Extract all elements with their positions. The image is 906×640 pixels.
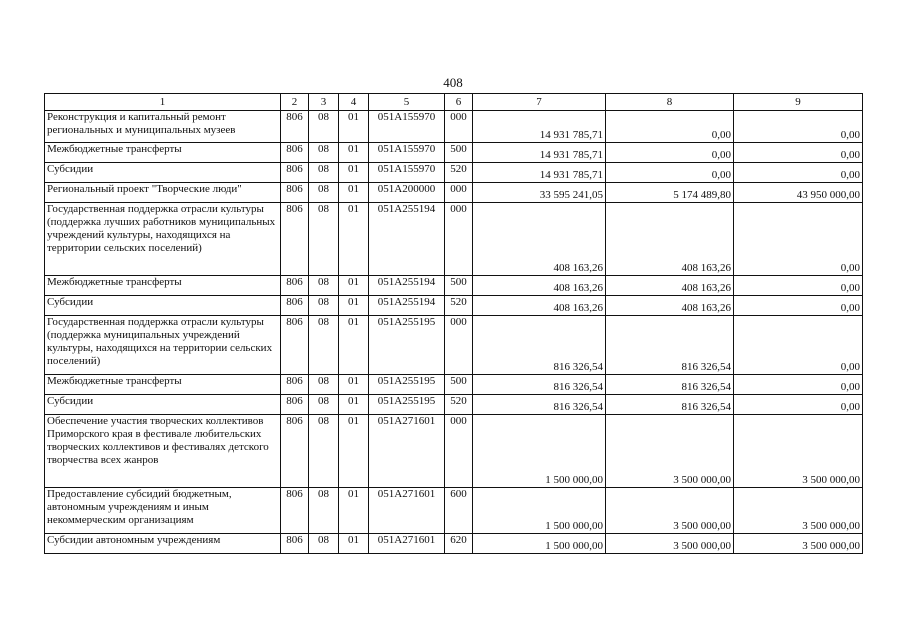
section-code: 08 — [309, 415, 339, 488]
column-header: 8 — [606, 94, 734, 111]
target-article-code: 051A155970 — [369, 143, 445, 163]
row-name: Субсидии — [45, 163, 281, 183]
amount-col7: 14 931 785,71 — [473, 111, 606, 143]
expense-type-code: 520 — [445, 395, 473, 415]
table-row — [45, 183, 863, 203]
subsection-code: 01 — [339, 395, 369, 415]
amount-col9: 3 500 000,00 — [734, 534, 863, 554]
row-name: Субсидии автономным учреждениям — [45, 534, 281, 554]
amount-col7: 408 163,26 — [473, 203, 606, 276]
subsection-code: 01 — [339, 375, 369, 395]
table-row — [45, 415, 863, 488]
amount-col7: 1 500 000,00 — [473, 415, 606, 488]
amount-col8: 5 174 489,80 — [606, 183, 734, 203]
target-article-code: 051A271601 — [369, 488, 445, 534]
expense-type-code: 500 — [445, 375, 473, 395]
row-name: Межбюджетные трансферты — [45, 276, 281, 296]
section-code: 08 — [309, 375, 339, 395]
table-row — [45, 203, 863, 276]
target-article-code: 051A155970 — [369, 111, 445, 143]
subsection-code: 01 — [339, 316, 369, 375]
row-name: Субсидии — [45, 395, 281, 415]
amount-col9: 0,00 — [734, 296, 863, 316]
expense-type-code: 600 — [445, 488, 473, 534]
amount-col8: 816 326,54 — [606, 395, 734, 415]
ministry-code: 806 — [281, 143, 309, 163]
amount-col9: 3 500 000,00 — [734, 415, 863, 488]
amount-col9: 0,00 — [734, 395, 863, 415]
amount-col8: 3 500 000,00 — [606, 488, 734, 534]
section-code: 08 — [309, 534, 339, 554]
table-row — [45, 111, 863, 143]
ministry-code: 806 — [281, 296, 309, 316]
amount-col7: 408 163,26 — [473, 276, 606, 296]
subsection-code: 01 — [339, 111, 369, 143]
amount-col8: 408 163,26 — [606, 296, 734, 316]
amount-col7: 816 326,54 — [473, 375, 606, 395]
target-article-code: 051A255194 — [369, 296, 445, 316]
table-row — [45, 276, 863, 296]
amount-col9: 43 950 000,00 — [734, 183, 863, 203]
expense-type-code: 000 — [445, 415, 473, 488]
section-code: 08 — [309, 183, 339, 203]
subsection-code: 01 — [339, 183, 369, 203]
target-article-code: 051A255195 — [369, 375, 445, 395]
ministry-code: 806 — [281, 534, 309, 554]
amount-col7: 408 163,26 — [473, 296, 606, 316]
amount-col8: 3 500 000,00 — [606, 415, 734, 488]
amount-col9: 0,00 — [734, 316, 863, 375]
budget-table — [44, 93, 863, 554]
ministry-code: 806 — [281, 183, 309, 203]
target-article-code: 051A271601 — [369, 415, 445, 488]
section-code: 08 — [309, 316, 339, 375]
amount-col8: 408 163,26 — [606, 203, 734, 276]
ministry-code: 806 — [281, 395, 309, 415]
row-name: Межбюджетные трансферты — [45, 375, 281, 395]
ministry-code: 806 — [281, 111, 309, 143]
expense-type-code: 500 — [445, 276, 473, 296]
expense-type-code: 520 — [445, 296, 473, 316]
subsection-code: 01 — [339, 163, 369, 183]
subsection-code: 01 — [339, 534, 369, 554]
section-code: 08 — [309, 203, 339, 276]
row-name: Межбюджетные трансферты — [45, 143, 281, 163]
row-name: Реконструкция и капитальный ремонт региональных и муниципальных музеев — [45, 111, 281, 143]
column-header: 1 — [45, 94, 281, 111]
target-article-code: 051A255195 — [369, 395, 445, 415]
target-article-code: 051A200000 — [369, 183, 445, 203]
target-article-code: 051A271601 — [369, 534, 445, 554]
subsection-code: 01 — [339, 415, 369, 488]
table-row — [45, 488, 863, 534]
column-header: 5 — [369, 94, 445, 111]
amount-col8: 408 163,26 — [606, 276, 734, 296]
row-name: Региональный проект "Творческие люди" — [45, 183, 281, 203]
ministry-code: 806 — [281, 488, 309, 534]
table-row — [45, 395, 863, 415]
amount-col7: 33 595 241,05 — [473, 183, 606, 203]
section-code: 08 — [309, 395, 339, 415]
amount-col7: 1 500 000,00 — [473, 488, 606, 534]
amount-col9: 0,00 — [734, 163, 863, 183]
table-header-row — [45, 94, 863, 111]
amount-col8: 816 326,54 — [606, 375, 734, 395]
ministry-code: 806 — [281, 415, 309, 488]
amount-col9: 0,00 — [734, 375, 863, 395]
amount-col9: 0,00 — [734, 276, 863, 296]
table-row — [45, 296, 863, 316]
amount-col9: 0,00 — [734, 111, 863, 143]
ministry-code: 806 — [281, 276, 309, 296]
target-article-code: 051A255194 — [369, 203, 445, 276]
target-article-code: 051A155970 — [369, 163, 445, 183]
column-header: 6 — [445, 94, 473, 111]
amount-col8: 0,00 — [606, 163, 734, 183]
amount-col9: 3 500 000,00 — [734, 488, 863, 534]
section-code: 08 — [309, 111, 339, 143]
amount-col9: 0,00 — [734, 203, 863, 276]
table-row — [45, 375, 863, 395]
section-code: 08 — [309, 143, 339, 163]
target-article-code: 051A255194 — [369, 276, 445, 296]
amount-col7: 14 931 785,71 — [473, 163, 606, 183]
amount-col9: 0,00 — [734, 143, 863, 163]
subsection-code: 01 — [339, 488, 369, 534]
expense-type-code: 620 — [445, 534, 473, 554]
subsection-code: 01 — [339, 143, 369, 163]
amount-col7: 1 500 000,00 — [473, 534, 606, 554]
table-row — [45, 163, 863, 183]
expense-type-code: 000 — [445, 203, 473, 276]
table-row — [45, 534, 863, 554]
expense-type-code: 000 — [445, 316, 473, 375]
amount-col7: 14 931 785,71 — [473, 143, 606, 163]
section-code: 08 — [309, 296, 339, 316]
row-name: Государственная поддержка отрасли культуры (поддержка муниципальных учреждений культуры, находящихся на территории сельских поселений) — [45, 316, 281, 375]
row-name: Обеспечение участия творческих коллективов Приморского края в фестивале любительских творческих коллективов и фестивалях детского творчества всех жанров — [45, 415, 281, 488]
expense-type-code: 000 — [445, 183, 473, 203]
amount-col8: 3 500 000,00 — [606, 534, 734, 554]
subsection-code: 01 — [339, 203, 369, 276]
target-article-code: 051A255195 — [369, 316, 445, 375]
row-name: Государственная поддержка отрасли культуры (поддержка лучших работников муниципальных учреждений культуры, находящихся на территории сельских поселений) — [45, 203, 281, 276]
page-number: 408 — [443, 75, 463, 90]
subsection-code: 01 — [339, 276, 369, 296]
column-header: 3 — [309, 94, 339, 111]
column-header: 2 — [281, 94, 309, 111]
table-row — [45, 143, 863, 163]
ministry-code: 806 — [281, 375, 309, 395]
column-header: 7 — [473, 94, 606, 111]
ministry-code: 806 — [281, 163, 309, 183]
section-code: 08 — [309, 276, 339, 296]
ministry-code: 806 — [281, 316, 309, 375]
column-header: 4 — [339, 94, 369, 111]
expense-type-code: 520 — [445, 163, 473, 183]
ministry-code: 806 — [281, 203, 309, 276]
expense-type-code: 500 — [445, 143, 473, 163]
amount-col8: 0,00 — [606, 143, 734, 163]
amount-col8: 0,00 — [606, 111, 734, 143]
row-name: Субсидии — [45, 296, 281, 316]
amount-col7: 816 326,54 — [473, 316, 606, 375]
amount-col8: 816 326,54 — [606, 316, 734, 375]
section-code: 08 — [309, 163, 339, 183]
section-code: 08 — [309, 488, 339, 534]
table-row — [45, 316, 863, 375]
subsection-code: 01 — [339, 296, 369, 316]
column-header: 9 — [734, 94, 863, 111]
expense-type-code: 000 — [445, 111, 473, 143]
row-name: Предоставление субсидий бюджетным, автономным учреждениям и иным некоммерческим организациям — [45, 488, 281, 534]
amount-col7: 816 326,54 — [473, 395, 606, 415]
